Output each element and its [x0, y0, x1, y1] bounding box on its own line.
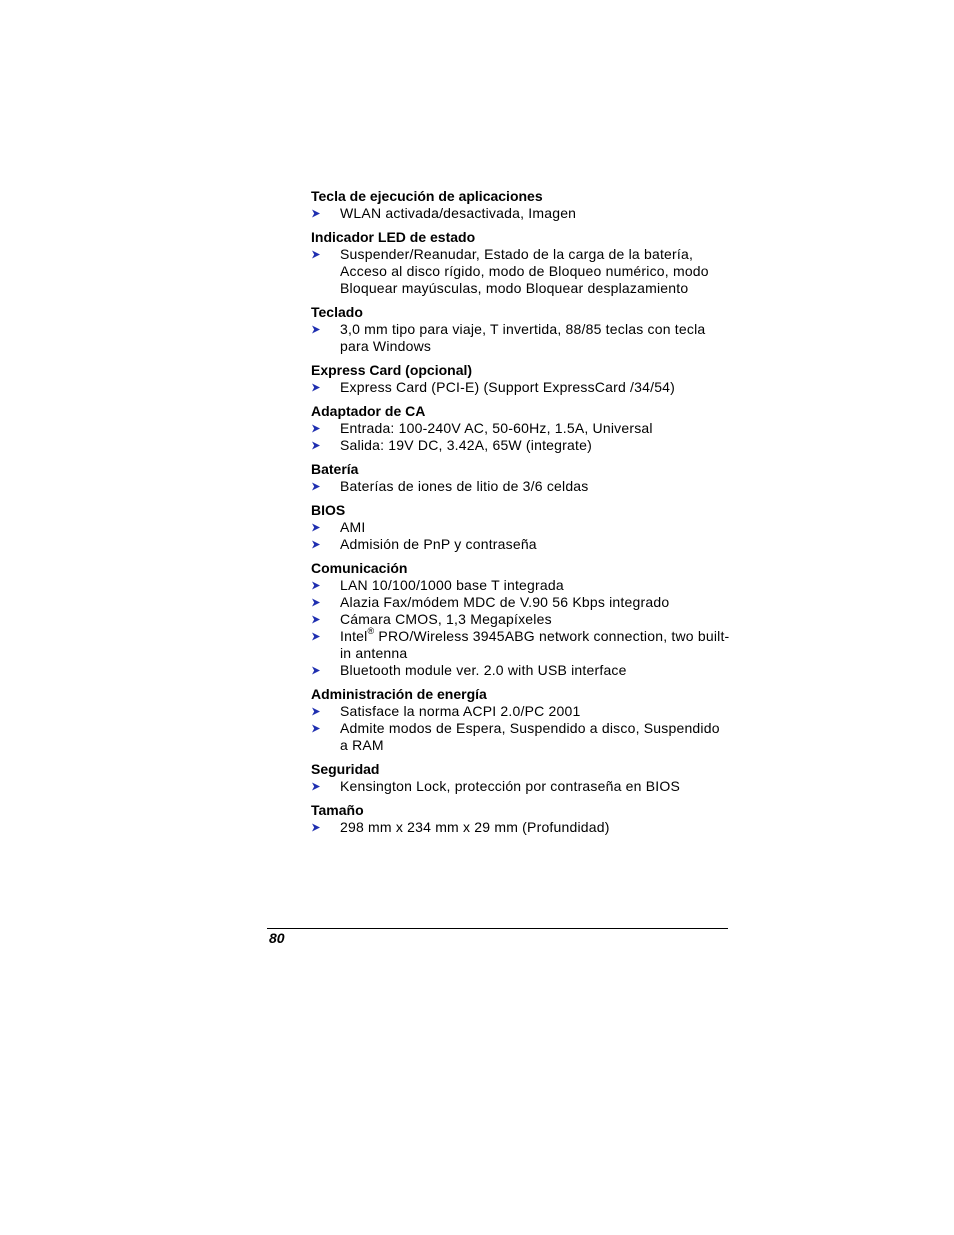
section-heading: Indicador LED de estado	[311, 229, 476, 245]
arrow-bullet-icon	[311, 420, 340, 437]
section-heading: Comunicación	[311, 560, 408, 576]
section-heading: Tamaño	[311, 802, 364, 818]
item-list	[311, 778, 731, 795]
item-list	[311, 478, 731, 495]
list-item	[311, 778, 731, 795]
item-text: LAN 10/100/1000 base T integrada	[340, 577, 564, 593]
list-item	[311, 720, 731, 754]
section-heading: Teclado	[311, 304, 363, 320]
item-text: Suspender/Reanudar, Estado de la carga de la batería, Acceso al disco rígido, modo de Bloqueo numérico, modo Bloquear mayúsculas, modo Bloquear desplazamiento	[340, 246, 709, 296]
arrow-bullet-icon	[311, 246, 340, 263]
item-list	[311, 321, 731, 355]
list-item	[311, 379, 731, 396]
item-text: Express Card (PCI-E) (Support ExpressCard /34/54)	[340, 379, 676, 395]
section-bios	[311, 502, 731, 553]
section-status-led	[311, 229, 731, 297]
arrow-bullet-icon	[311, 379, 340, 396]
item-text: Kensington Lock, protección por contraseña en BIOS	[340, 778, 680, 794]
item-list	[311, 420, 731, 454]
arrow-bullet-icon	[311, 720, 340, 737]
arrow-bullet-icon	[311, 437, 340, 454]
item-text: Cámara CMOS, 1,3 Megapíxeles	[340, 611, 552, 627]
section-heading: BIOS	[311, 502, 346, 518]
list-item	[311, 703, 731, 720]
section-heading: Tecla de ejecución de aplicaciones	[311, 188, 543, 204]
item-text	[340, 628, 731, 662]
list-item	[311, 594, 731, 611]
section-size	[311, 802, 731, 836]
section-battery	[311, 461, 731, 495]
arrow-bullet-icon	[311, 628, 340, 645]
list-item	[311, 819, 731, 836]
list-item	[311, 611, 731, 628]
section-heading: Adaptador de CA	[311, 403, 426, 419]
item-text: Admite modos de Espera, Suspendido a disco, Suspendido a RAM	[340, 720, 720, 753]
section-keyboard	[311, 304, 731, 355]
section-heading: Seguridad	[311, 761, 380, 777]
item-list	[311, 577, 731, 679]
item-text: Salida: 19V DC, 3.42A, 65W (integrate)	[340, 437, 592, 453]
arrow-bullet-icon	[311, 703, 340, 720]
list-item	[311, 420, 731, 437]
item-text: Satisface la norma ACPI 2.0/PC 2001	[340, 703, 581, 719]
item-text: 3,0 mm tipo para viaje, T invertida, 88/85 teclas con tecla para Windows	[340, 321, 706, 354]
list-item	[311, 246, 731, 297]
item-list	[311, 819, 731, 836]
item-text: Entrada: 100-240V AC, 50-60Hz, 1.5A, Universal	[340, 420, 653, 436]
section-power-management	[311, 686, 731, 754]
section-communication	[311, 560, 731, 679]
section-heading: Batería	[311, 461, 359, 477]
list-item	[311, 478, 731, 495]
section-heading: Express Card (opcional)	[311, 362, 473, 378]
registered-mark: ®	[367, 626, 375, 637]
item-text: Admisión de PnP y contraseña	[340, 536, 537, 552]
list-item	[311, 662, 731, 679]
item-list	[311, 246, 731, 297]
list-item	[311, 628, 731, 662]
item-list	[311, 205, 731, 222]
arrow-bullet-icon	[311, 594, 340, 611]
arrow-bullet-icon	[311, 662, 340, 679]
arrow-bullet-icon	[311, 778, 340, 795]
item-list	[311, 379, 731, 396]
item-list	[311, 703, 731, 754]
arrow-bullet-icon	[311, 519, 340, 536]
list-item	[311, 519, 731, 536]
item-text: Alazia Fax/módem MDC de V.90 56 Kbps integrado	[340, 594, 670, 610]
spec-list	[311, 188, 731, 836]
arrow-bullet-icon	[311, 536, 340, 553]
item-text: AMI	[340, 519, 366, 535]
section-app-launch-key	[311, 188, 731, 222]
item-text: Baterías de iones de litio de 3/6 celdas	[340, 478, 589, 494]
intel-prefix: Intel	[340, 628, 368, 644]
page-number: 80	[269, 930, 285, 946]
item-list	[311, 519, 731, 553]
footer-divider	[267, 928, 728, 929]
list-item	[311, 577, 731, 594]
list-item	[311, 205, 731, 222]
arrow-bullet-icon	[311, 321, 340, 338]
section-security	[311, 761, 731, 795]
item-text: 298 mm x 234 mm x 29 mm (Profundidad)	[340, 819, 610, 835]
section-express-card	[311, 362, 731, 396]
arrow-bullet-icon	[311, 205, 340, 222]
section-heading: Administración de energía	[311, 686, 487, 702]
arrow-bullet-icon	[311, 819, 340, 836]
section-ac-adapter	[311, 403, 731, 454]
item-text: Bluetooth module ver. 2.0 with USB interface	[340, 662, 627, 678]
arrow-bullet-icon	[311, 611, 340, 628]
list-item	[311, 321, 731, 355]
list-item	[311, 536, 731, 553]
intel-rest: PRO/Wireless 3945ABG network connection, two built-in antenna	[340, 628, 730, 661]
arrow-bullet-icon	[311, 478, 340, 495]
item-text: WLAN activada/desactivada, Imagen	[340, 205, 577, 221]
list-item	[311, 437, 731, 454]
arrow-bullet-icon	[311, 577, 340, 594]
